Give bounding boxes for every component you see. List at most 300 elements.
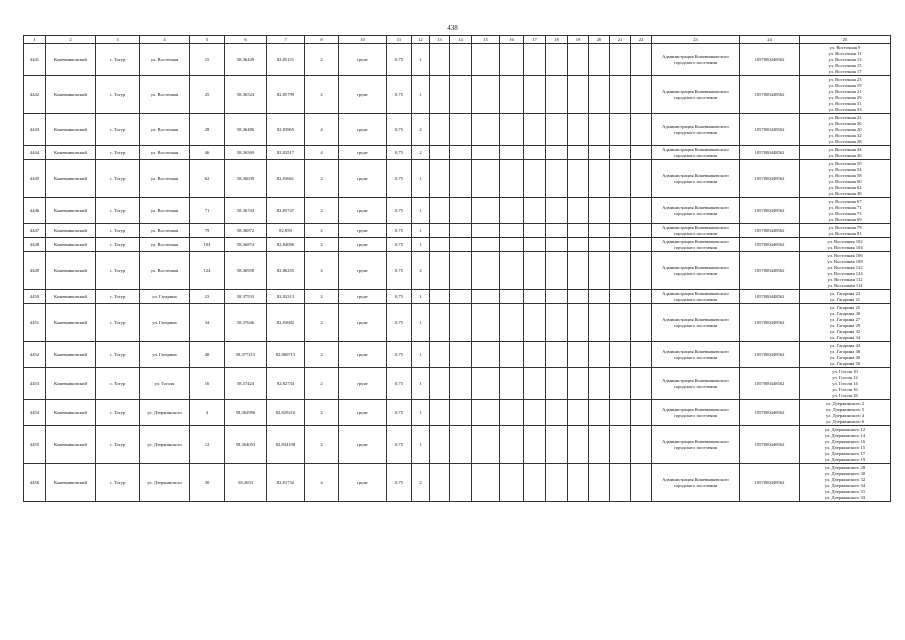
cell-no: 4449 <box>24 252 46 290</box>
empty-cell <box>546 238 568 252</box>
empty-cell <box>500 44 524 76</box>
empty-cell <box>500 252 524 290</box>
address-line: ул. Дзержинского 33 <box>824 494 866 500</box>
cell-c12: 1 <box>412 44 430 76</box>
cell-admin: Администрация Кожевниковского городского поселения <box>652 290 740 304</box>
cell-settlement: с. Тогур <box>96 426 140 464</box>
empty-cell <box>610 44 631 76</box>
cell-lat: 58,36958 <box>225 252 267 290</box>
cell-house: 23 <box>190 290 225 304</box>
empty-cell <box>472 114 500 146</box>
cell-lon: 82,83313 <box>267 290 305 304</box>
cell-addresses <box>800 224 891 238</box>
cell-lat: 58,36524 <box>225 76 267 114</box>
column-number: 16 <box>500 36 524 44</box>
address-line: ул. Восточная 22 <box>828 114 862 120</box>
empty-cell <box>472 252 500 290</box>
cell-admin: Администрация Кожевниковского городского поселения <box>652 44 740 76</box>
empty-cell <box>589 198 610 224</box>
empty-cell <box>546 146 568 160</box>
empty-cell <box>450 114 472 146</box>
cell-street: ул. Восточная <box>140 146 190 160</box>
address-line: ул. Дзержинского 6 <box>825 418 865 424</box>
empty-cell <box>524 290 546 304</box>
column-number: 18 <box>546 36 568 44</box>
cell-house: 34 <box>190 304 225 342</box>
address-line: ул. Дзержинского 32 <box>824 476 866 482</box>
empty-cell <box>631 238 652 252</box>
table-row <box>24 290 891 304</box>
address-line: ул. Дзержинского 15 <box>824 444 866 450</box>
cell-settlement: с. Тогур <box>96 44 140 76</box>
cell-house: 28 <box>190 114 225 146</box>
empty-cell <box>430 114 450 146</box>
address-line: ул. Гагарина 29 <box>829 322 861 328</box>
address-line: ул. Восточная 48 <box>828 190 862 196</box>
cell-no: 4448 <box>24 238 46 252</box>
empty-cell <box>546 252 568 290</box>
cell-settlement: с. Тогур <box>96 342 140 368</box>
empty-cell <box>430 238 450 252</box>
cell-c10: грунт <box>339 304 387 342</box>
empty-cell <box>472 224 500 238</box>
cell-addresses <box>800 426 891 464</box>
address-line: ул. Дзержинского 17 <box>824 450 866 456</box>
table-row <box>24 114 891 146</box>
empty-cell <box>500 224 524 238</box>
address-line: ул. Восточная 28 <box>828 138 862 144</box>
empty-cell <box>610 290 631 304</box>
column-number: 25 <box>800 36 891 44</box>
address-line: ул. Восточная 112 <box>827 276 863 282</box>
cell-settlement: с. Тогур <box>96 160 140 198</box>
column-number: 13 <box>430 36 450 44</box>
cell-house: 12 <box>190 426 225 464</box>
cell-street: ул. Дзержинского <box>140 400 190 426</box>
cell-c12: 1 <box>412 198 430 224</box>
cell-lon: 82,83965 <box>267 114 305 146</box>
empty-cell <box>589 400 610 426</box>
column-number: 19 <box>568 36 589 44</box>
address-line: ул. Гоголя 16 <box>832 386 858 392</box>
cell-street: ул. Восточная <box>140 224 190 238</box>
cell-c11: 0,75 <box>387 198 412 224</box>
cell-admin: Администрация Кожевниковского городского поселения <box>652 198 740 224</box>
cell-lat: 58,36639 <box>225 160 267 198</box>
cell-district: Кожевниковский <box>46 114 96 146</box>
cell-house: 124 <box>190 252 225 290</box>
empty-cell <box>610 342 631 368</box>
empty-cell <box>631 146 652 160</box>
cell-addresses <box>800 44 891 76</box>
empty-cell <box>568 252 589 290</box>
empty-cell <box>568 426 589 464</box>
cell-ogrn: 1057000448562 <box>740 198 800 224</box>
empty-cell <box>500 342 524 368</box>
address-line: ул. Восточная 33 <box>828 106 862 112</box>
empty-cell <box>546 198 568 224</box>
empty-cell <box>589 44 610 76</box>
empty-cell <box>500 400 524 426</box>
address-line: ул. Гагарина 23 <box>829 290 861 296</box>
address-line: ул. Восточная 9 <box>829 44 861 50</box>
empty-cell <box>589 464 610 502</box>
column-number: 1 <box>24 36 46 44</box>
address-line: ул. Дзержинского 34 <box>824 482 866 488</box>
empty-cell <box>524 252 546 290</box>
column-number: 24 <box>740 36 800 44</box>
empty-cell <box>472 146 500 160</box>
empty-cell <box>568 290 589 304</box>
address-line: ул. Восточная 71 <box>828 204 862 210</box>
address-line: ул. Гагарина 32 <box>829 328 861 334</box>
empty-cell <box>450 198 472 224</box>
empty-cell <box>568 238 589 252</box>
empty-cell <box>589 304 610 342</box>
empty-cell <box>568 160 589 198</box>
cell-settlement: с. Тогур <box>96 224 140 238</box>
empty-cell <box>430 464 450 502</box>
cell-ogrn: 1057000448562 <box>740 290 800 304</box>
address-line: ул. Гагарина 34 <box>829 334 861 340</box>
cell-c10: грунт <box>339 160 387 198</box>
address-line: ул. Восточная 62 <box>828 184 862 190</box>
empty-cell <box>472 238 500 252</box>
address-line: ул. Восточная 31 <box>828 100 862 106</box>
empty-cell <box>568 44 589 76</box>
empty-cell <box>524 76 546 114</box>
empty-cell <box>524 342 546 368</box>
cell-street: ул. Восточная <box>140 76 190 114</box>
cell-admin: Администрация Кожевниковского городского поселения <box>652 238 740 252</box>
cell-c11: 0,75 <box>387 146 412 160</box>
cell-admin: Администрация Кожевниковского городского поселения <box>652 160 740 198</box>
cell-ogrn: 1057000448562 <box>740 304 800 342</box>
cell-c11: 0,75 <box>387 290 412 304</box>
cell-c10: грунт <box>339 400 387 426</box>
address-line: ул. Восточная 60 <box>828 178 862 184</box>
cell-admin: Администрация Кожевниковского городского поселения <box>652 146 740 160</box>
empty-cell <box>472 400 500 426</box>
cell-lon: 82,85799 <box>267 76 305 114</box>
cell-district: Кожевниковский <box>46 198 96 224</box>
column-number: 12 <box>412 36 430 44</box>
cell-addresses <box>800 464 891 502</box>
cell-c8: 2 <box>305 198 339 224</box>
cell-house: 62 <box>190 160 225 198</box>
cell-lon: 82,85151 <box>267 44 305 76</box>
address-line: ул. Восточная 13 <box>828 56 862 62</box>
address-line: ул. Гагарина 40 <box>829 354 861 360</box>
empty-cell <box>610 304 631 342</box>
empty-cell <box>524 426 546 464</box>
cell-lon: 82,85747 <box>267 198 305 224</box>
empty-cell <box>589 146 610 160</box>
empty-cell <box>568 114 589 146</box>
address-line: ул. Восточная 102 <box>827 238 863 244</box>
empty-cell <box>589 224 610 238</box>
table-row <box>24 160 891 198</box>
empty-cell <box>546 76 568 114</box>
cell-settlement: с. Тогур <box>96 368 140 400</box>
address-line: ул. Дзержинского 19 <box>824 456 866 462</box>
cell-addresses <box>800 160 891 198</box>
cell-c12: 1 <box>412 160 430 198</box>
empty-cell <box>589 426 610 464</box>
address-line: ул. Восточная 104 <box>827 244 863 250</box>
empty-cell <box>610 114 631 146</box>
cell-c11: 0,75 <box>387 400 412 426</box>
cell-lat: 58,36874 <box>225 238 267 252</box>
table-row <box>24 400 891 426</box>
empty-cell <box>524 304 546 342</box>
cell-c8: 2 <box>305 290 339 304</box>
address-line: ул. Восточная 23 <box>828 76 862 82</box>
cell-ogrn: 1057000448562 <box>740 224 800 238</box>
address-line: ул. Дзержинского 2 <box>825 400 865 406</box>
empty-cell <box>610 224 631 238</box>
cell-house: 16 <box>190 368 225 400</box>
cell-addresses <box>800 252 891 290</box>
table-row <box>24 342 891 368</box>
address-line: ул. Восточная 124 <box>827 270 863 276</box>
cell-c10: грунт <box>339 114 387 146</box>
cell-lon: 82,859 <box>267 224 305 238</box>
address-line: ул. Гагарина 50 <box>829 360 861 366</box>
cell-addresses <box>800 114 891 146</box>
column-number: 3 <box>96 36 140 44</box>
empty-cell <box>568 76 589 114</box>
cell-ogrn: 1057000448562 <box>740 44 800 76</box>
cell-c11: 0,75 <box>387 114 412 146</box>
table-row <box>24 368 891 400</box>
cell-ogrn: 1057000448562 <box>740 238 800 252</box>
empty-cell <box>472 342 500 368</box>
cell-house: 15 <box>190 44 225 76</box>
empty-cell <box>500 464 524 502</box>
column-number: 20 <box>589 36 610 44</box>
empty-cell <box>610 368 631 400</box>
empty-cell <box>546 304 568 342</box>
cell-c8: 2 <box>305 368 339 400</box>
empty-cell <box>631 290 652 304</box>
empty-cell <box>430 252 450 290</box>
empty-cell <box>631 368 652 400</box>
cell-ogrn: 1057000448562 <box>740 114 800 146</box>
empty-cell <box>472 368 500 400</box>
address-line: ул. Восточная 106 <box>827 252 863 258</box>
cell-ogrn: 1057000448562 <box>740 400 800 426</box>
column-number: 5 <box>190 36 225 44</box>
empty-cell <box>500 304 524 342</box>
empty-cell <box>631 76 652 114</box>
cell-addresses <box>800 304 891 342</box>
empty-cell <box>546 426 568 464</box>
cell-c8: 2 <box>305 342 339 368</box>
cell-c12: 1 <box>412 304 430 342</box>
empty-cell <box>524 224 546 238</box>
column-number: 15 <box>472 36 500 44</box>
empty-cell <box>472 198 500 224</box>
empty-cell <box>450 426 472 464</box>
address-line: ул. Восточная 108 <box>827 258 863 264</box>
cell-c10: грунт <box>339 252 387 290</box>
cell-street: ул. Дзержинского <box>140 426 190 464</box>
empty-cell <box>450 252 472 290</box>
empty-cell <box>589 160 610 198</box>
address-line: ул. Гоголя 10 <box>832 368 858 374</box>
cell-c10: грунт <box>339 146 387 160</box>
empty-cell <box>610 426 631 464</box>
empty-cell <box>546 342 568 368</box>
cell-c10: грунт <box>339 342 387 368</box>
cell-district: Кожевниковский <box>46 400 96 426</box>
empty-cell <box>430 224 450 238</box>
empty-cell <box>472 464 500 502</box>
column-number: 14 <box>450 36 472 44</box>
empty-cell <box>546 44 568 76</box>
empty-cell <box>589 76 610 114</box>
empty-cell <box>546 224 568 238</box>
address-line: ул. Дзержинского 14 <box>824 432 866 438</box>
cell-street: ул. Восточная <box>140 114 190 146</box>
cell-c12: 1 <box>412 342 430 368</box>
cell-street: ул. Гагарина <box>140 342 190 368</box>
cell-lon: 82,83682 <box>267 304 305 342</box>
address-line: ул. Дзержинского 31 <box>824 488 866 494</box>
column-number: 22 <box>631 36 652 44</box>
empty-cell <box>430 426 450 464</box>
empty-cell <box>610 464 631 502</box>
cell-c11: 0,75 <box>387 160 412 198</box>
cell-admin: Администрация Кожевниковского городского поселения <box>652 400 740 426</box>
cell-c8: 2 <box>305 426 339 464</box>
empty-cell <box>500 114 524 146</box>
table-row <box>24 224 891 238</box>
cell-lat: 58,36743 <box>225 198 267 224</box>
cell-c11: 0,75 <box>387 238 412 252</box>
cell-c11: 0,75 <box>387 304 412 342</box>
cell-no: 4453 <box>24 368 46 400</box>
cell-street: ул. Восточная <box>140 252 190 290</box>
empty-cell <box>589 368 610 400</box>
cell-addresses <box>800 290 891 304</box>
cell-lat: 58,37424 <box>225 368 267 400</box>
address-line: ул. Гоголя 18 <box>832 392 858 398</box>
cell-house: 25 <box>190 76 225 114</box>
cell-lat: 58,37646 <box>225 304 267 342</box>
empty-cell <box>631 114 652 146</box>
empty-cell <box>450 368 472 400</box>
empty-cell <box>568 224 589 238</box>
table-row <box>24 238 891 252</box>
cell-admin: Администрация Кожевниковского городского поселения <box>652 114 740 146</box>
cell-house: 48 <box>190 342 225 368</box>
empty-cell <box>568 198 589 224</box>
column-number: 23 <box>652 36 740 44</box>
cell-district: Кожевниковский <box>46 238 96 252</box>
cell-lat: 58,37533 <box>225 290 267 304</box>
address-line: ул. Восточная 26 <box>828 120 862 126</box>
cell-c12: 2 <box>412 146 430 160</box>
address-line: ул. Гагарина 27 <box>829 316 861 322</box>
empty-cell <box>430 76 450 114</box>
cell-lat: 58,36569 <box>225 146 267 160</box>
cell-c12: 2 <box>412 114 430 146</box>
empty-cell <box>472 290 500 304</box>
cell-addresses <box>800 342 891 368</box>
cell-c10: грунт <box>339 290 387 304</box>
cell-house: 46 <box>190 146 225 160</box>
cell-admin: Администрация Кожевниковского городского поселения <box>652 368 740 400</box>
address-line: ул. Дзержинского 12 <box>824 426 866 432</box>
table-row <box>24 146 891 160</box>
cell-admin: Администрация Кожевниковского городского поселения <box>652 304 740 342</box>
address-line: ул. Дзержинского 28 <box>824 464 866 470</box>
address-line: ул. Дзержинского 5 <box>825 406 865 412</box>
address-line: ул. Восточная 79 <box>828 224 862 230</box>
empty-cell <box>610 160 631 198</box>
empty-cell <box>546 400 568 426</box>
cell-c10: грунт <box>339 76 387 114</box>
registry-table <box>23 35 891 502</box>
address-line: ул. Восточная 46 <box>828 152 862 158</box>
cell-lat: 58,3653 <box>225 464 267 502</box>
cell-lat: 58,36449 <box>225 44 267 76</box>
cell-street: ул. Восточная <box>140 160 190 198</box>
address-line: ул. Гагарина 44 <box>829 342 861 348</box>
empty-cell <box>450 224 472 238</box>
cell-no: 4451 <box>24 304 46 342</box>
cell-c8: 4 <box>305 146 339 160</box>
cell-lat: 58,362996 <box>225 400 267 426</box>
empty-cell <box>524 114 546 146</box>
address-line: ул. Гоголя 14 <box>832 380 858 386</box>
cell-ogrn: 1057000448562 <box>740 464 800 502</box>
column-number: 7 <box>267 36 305 44</box>
empty-cell <box>631 342 652 368</box>
empty-cell <box>500 146 524 160</box>
address-line: ул. Восточная 21 <box>828 88 862 94</box>
empty-cell <box>546 160 568 198</box>
cell-no: 4452 <box>24 342 46 368</box>
cell-no: 4447 <box>24 224 46 238</box>
cell-admin: Администрация Кожевниковского городского поселения <box>652 224 740 238</box>
cell-house: 104 <box>190 238 225 252</box>
cell-street: ул. Восточная <box>140 44 190 76</box>
cell-lon: 82,83517 <box>267 146 305 160</box>
cell-c10: грунт <box>339 464 387 502</box>
cell-street: ул. Гагарина <box>140 304 190 342</box>
cell-lon: 82,83661 <box>267 160 305 198</box>
empty-cell <box>589 252 610 290</box>
cell-district: Кожевниковский <box>46 160 96 198</box>
cell-admin: Администрация Кожевниковского городского поселения <box>652 252 740 290</box>
cell-c12: 1 <box>412 290 430 304</box>
empty-cell <box>450 238 472 252</box>
address-line: ул. Восточная 15 <box>828 62 862 68</box>
empty-cell <box>450 400 472 426</box>
empty-cell <box>450 304 472 342</box>
cell-c11: 0,75 <box>387 76 412 114</box>
cell-lon: 82,86255 <box>267 252 305 290</box>
cell-addresses <box>800 146 891 160</box>
cell-c10: грунт <box>339 224 387 238</box>
empty-cell <box>568 368 589 400</box>
address-line: ул. Восточная 44 <box>828 146 862 152</box>
cell-c11: 0,75 <box>387 464 412 502</box>
empty-cell <box>430 146 450 160</box>
